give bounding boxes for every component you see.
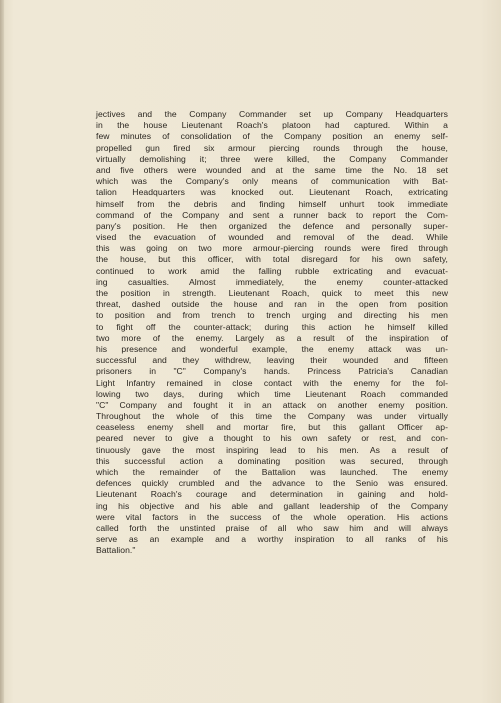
text-line: to fight off the counter-attack; during this action he himself killed	[96, 321, 448, 332]
text-line: threat, dashed outside the house and ran in the open from position	[96, 299, 448, 310]
text-line: defences quickly crumbled and the advance to the Senio was ensured.	[96, 478, 448, 489]
page-binding-edge	[0, 0, 4, 703]
text-line: called forth the unstinted praise of all who saw him and will always	[96, 522, 448, 533]
body-text	[96, 109, 448, 557]
text-line: successful and they withdrew, leaving their wounded and fifteen	[96, 355, 448, 366]
text-line: "C" Company and fought it in an attack on another enemy position.	[96, 399, 448, 410]
text-line: tinuously gave the most inspiring lead to his men. As a result of	[96, 444, 448, 455]
text-line: were vital factors in the success of the whole operation. His actions	[96, 511, 448, 522]
text-line: Lieutenant Roach's courage and determination in gaining and hold-	[96, 489, 448, 500]
text-line: ceaseless enemy shell and mortar fire, but this gallant Officer ap-	[96, 422, 448, 433]
text-line: this successful action a dominating position was secured, through	[96, 455, 448, 466]
text-line: virtually demolishing it; three were killed, the Company Commander	[96, 153, 448, 164]
text-line: and five others were wounded and at the same time the No. 18 set	[96, 164, 448, 175]
text-line: two more of the enemy. Largely as a result of the inspiration of	[96, 332, 448, 343]
text-line: vised the evacuation of wounded and removal of the dead. While	[96, 232, 448, 243]
text-line: jectives and the Company Commander set up Company Headquarters	[96, 109, 448, 119]
text-line: talion Headquarters was knocked out. Lieutenant Roach, extricating	[96, 187, 448, 198]
text-line: pany's position. He then organized the defence and personally super-	[96, 220, 448, 231]
text-line: his presence and wonderful example, the enemy attack was un-	[96, 343, 448, 354]
text-line: few minutes of consolidation of the Company position an enemy self-	[96, 131, 448, 142]
text-line: command of the Company and sent a runner back to report the Com-	[96, 209, 448, 220]
text-line: this was going on two more armour-piercing rounds were fired through	[96, 243, 448, 254]
text-line: propelled gun fired six armour piercing rounds through the house,	[96, 142, 448, 153]
text-line: himself from the debris and finding himself unhurt took immediate	[96, 198, 448, 209]
text-line: continued to work amid the falling rubble extricating and evacuat-	[96, 265, 448, 276]
text-line-final: Battalion."	[96, 545, 136, 556]
text-line: Throughout the whole of this time the Company was under virtually	[96, 411, 448, 422]
text-line: in the house Lieutenant Roach's platoon had captured. Within a	[96, 120, 448, 131]
text-line: which the remainder of the Battalion was launched. The enemy	[96, 467, 448, 477]
text-line: lowing two days, during which time Lieutenant Roach commanded	[96, 388, 448, 399]
text-line: ing his objective and his able and gallant leadership of the Company	[96, 500, 448, 511]
text-line: the house, but this officer, with total disregard for his own safety,	[96, 254, 448, 265]
text-line: ing casualties. Almost immediately, the enemy counter-attacked	[96, 276, 448, 287]
text-line: serve as an example and a worthy inspiration to all ranks of his	[96, 534, 448, 545]
text-line: Light Infantry remained in close contact with the enemy for the fol-	[96, 377, 448, 388]
text-line: prisoners in "C" Company's hands. Princess Patricia's Canadian	[96, 366, 448, 377]
text-line: which was the Company's only means of communication with Bat-	[96, 176, 448, 187]
text-line: to position and from trench to trench urging and directing his men	[96, 310, 448, 321]
text-line: peared never to give a thought to his own safety or rest, and con-	[96, 433, 448, 444]
text-line: the position in strength. Lieutenant Roach, quick to meet this new	[96, 288, 448, 298]
